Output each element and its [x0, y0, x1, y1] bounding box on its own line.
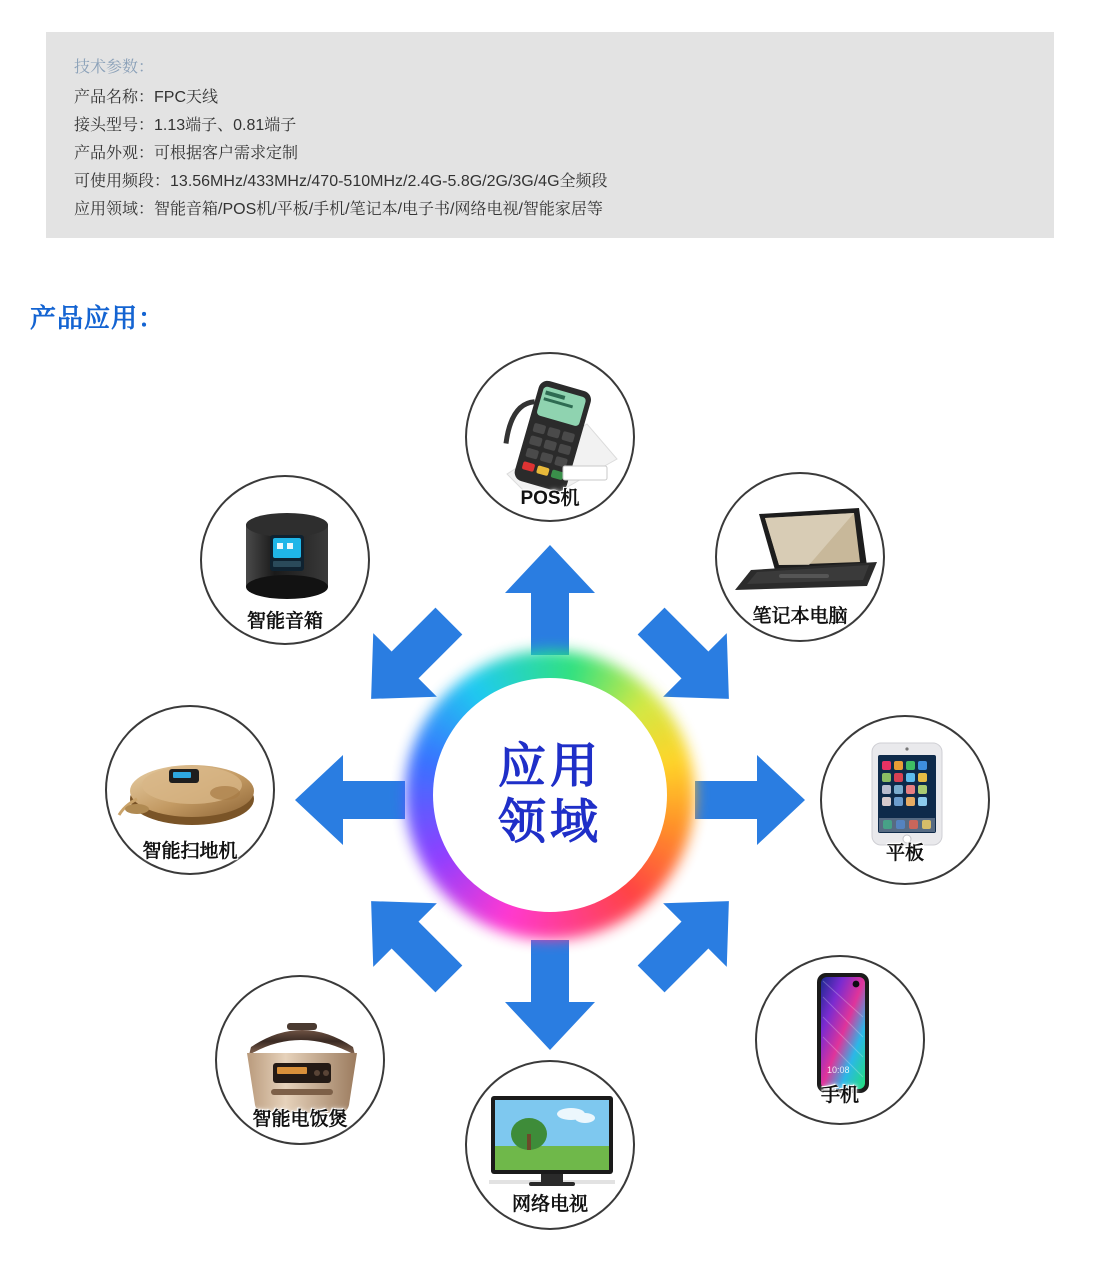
spec-panel [46, 32, 1054, 238]
node-label: 智能音箱 [246, 611, 323, 632]
node-label: 平板 [885, 843, 924, 864]
application-diagram [0, 330, 1100, 1260]
spec-title: 技术参数： [74, 59, 155, 76]
center-hub [405, 650, 695, 940]
hub-label-line2: 领域 [497, 796, 602, 849]
spec-row-value: 13.56MHz/433MHz/470-510MHz/2.4G-5.8G/2G/3G/4G全频段 [170, 173, 608, 190]
node-label: 手机 [820, 1085, 859, 1106]
spec-row-key: 可使用频段： [74, 173, 171, 190]
spec-row-key: 产品外观： [74, 145, 155, 162]
node-label: 智能扫地机 [142, 841, 238, 862]
arrow-left [295, 755, 405, 845]
spec-row [74, 196, 1054, 224]
node-label: POS机 [520, 488, 580, 509]
spec-row-value: FPC天线 [154, 89, 219, 106]
node-tv[interactable] [465, 1060, 635, 1230]
page-title: 产品应用： [30, 303, 166, 333]
node-speaker[interactable] [200, 475, 370, 645]
node-tablet[interactable] [820, 715, 990, 885]
spec-row-value: 智能音箱/POS机/平板/手机/笔记本/电子书/网络电视/智能家居等 [154, 201, 603, 218]
node-label: 网络电视 [511, 1194, 588, 1215]
spec-row [74, 84, 1054, 112]
spec-row [74, 140, 1054, 168]
arrow-down [505, 940, 595, 1050]
spec-row [74, 112, 1054, 140]
hub-label-line1: 应用 [497, 739, 602, 793]
node-phone[interactable] [755, 955, 925, 1125]
spec-row-value: 1.13端子、0.81端子 [154, 117, 297, 134]
arrow-up [505, 545, 595, 655]
node-laptop[interactable] [715, 472, 885, 642]
node-label: 智能电饭煲 [252, 1109, 348, 1130]
spec-row-key: 产品名称： [74, 89, 155, 106]
spec-row-value: 可根据客户需求定制 [154, 145, 299, 162]
node-label: 笔记本电脑 [752, 606, 848, 627]
spec-row [74, 168, 1054, 196]
node-cooker[interactable] [215, 975, 385, 1145]
hub-label [405, 650, 695, 940]
spec-row-key: 接头型号： [74, 117, 155, 134]
node-pos[interactable] [465, 352, 635, 522]
node-robot-vacuum[interactable] [105, 705, 275, 875]
arrow-right [695, 755, 805, 845]
spec-row-key: 应用领域： [74, 201, 155, 218]
phone-time-label: 10:08 [827, 1065, 850, 1075]
